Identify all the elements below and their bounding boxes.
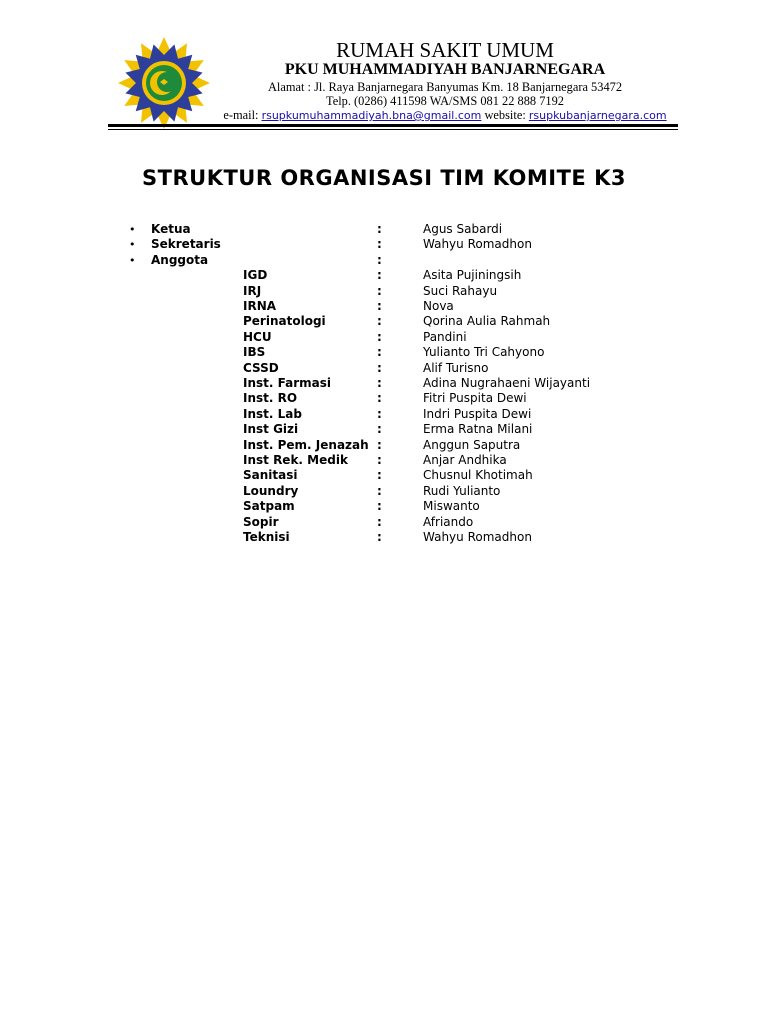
separator: :	[377, 468, 382, 483]
separator: :	[377, 283, 382, 298]
member-row	[0, 453, 768, 468]
document-title: STRUKTUR ORGANISASI TIM KOMITE K3	[142, 166, 626, 190]
role-label: HCU	[243, 329, 272, 344]
member-row	[0, 422, 768, 437]
website-label: website:	[484, 108, 526, 122]
person-name: Fitri Puspita Dewi	[423, 391, 527, 406]
role-row	[0, 222, 768, 237]
person-name: Anjar Andhika	[423, 453, 507, 467]
person-name: Asita Pujiningsih	[423, 268, 522, 283]
member-row	[0, 468, 768, 483]
member-row	[0, 330, 768, 345]
member-row	[0, 345, 768, 360]
member-row	[0, 299, 768, 314]
separator: :	[377, 329, 382, 344]
hospital-address: Alamat : Jl. Raya Banjarnegara Banyumas Km. 18 Banjarnegara 53472	[267, 80, 623, 94]
separator: :	[377, 406, 382, 421]
sun-emblem-icon	[116, 36, 212, 130]
separator: :	[377, 530, 382, 544]
separator: :	[377, 268, 382, 283]
role-label: Inst Gizi	[243, 422, 299, 437]
role-label: IRJ	[243, 283, 262, 298]
role-label: Teknisi	[243, 530, 290, 544]
bullet-icon: •	[129, 223, 136, 236]
person-name: Wahyu Romadhon	[423, 530, 532, 544]
role-label: IGD	[243, 268, 268, 283]
role-label: Loundry	[243, 483, 299, 498]
separator: :	[377, 422, 382, 437]
person-name: Nova	[423, 299, 454, 313]
contact-line	[210, 108, 680, 123]
role-label: Inst. RO	[243, 391, 298, 406]
member-row	[0, 515, 768, 530]
person-name: Qorina Aulia Rahmah	[423, 314, 551, 329]
person-name: Indri Puspita Dewi	[423, 406, 532, 421]
person-name: Anggun Saputra	[423, 437, 521, 452]
hospital-name: RUMAH SAKIT UMUM	[336, 38, 554, 62]
person-name: Wahyu Romadhon	[423, 237, 532, 252]
role-label: Inst. Pem. Jenazah	[243, 437, 369, 452]
separator: :	[377, 314, 382, 329]
role-label: Sekretaris	[151, 237, 221, 252]
email-label: e-mail:	[223, 108, 259, 122]
hospital-logo-icon	[116, 36, 212, 130]
person-name: Afriando	[423, 514, 474, 529]
member-row	[0, 484, 768, 499]
role-label: Sanitasi	[243, 468, 298, 483]
role-label: Satpam	[243, 499, 295, 514]
separator: :	[377, 514, 382, 529]
person-name: Agus Sabardi	[423, 222, 503, 236]
separator: :	[377, 360, 382, 375]
role-label: Perinatologi	[243, 314, 326, 329]
role-label: Ketua	[151, 222, 191, 236]
separator: :	[377, 237, 382, 252]
separator: :	[377, 499, 382, 514]
header-divider-thin	[108, 129, 678, 130]
person-name: Pandini	[423, 329, 467, 344]
separator: :	[377, 453, 382, 467]
role-label: IRNA	[243, 299, 277, 313]
separator: :	[377, 222, 382, 236]
person-name: Suci Rahayu	[423, 283, 498, 298]
bullet-icon: •	[129, 238, 136, 252]
separator: :	[377, 483, 382, 498]
role-label: Inst. Farmasi	[243, 376, 331, 390]
letterhead	[0, 0, 768, 130]
role-label: Anggota	[151, 252, 209, 267]
role-row	[0, 237, 768, 252]
person-name: Yulianto Tri Cahyono	[423, 345, 545, 360]
person-name: Chusnul Khotimah	[423, 468, 533, 483]
member-row	[0, 314, 768, 329]
hospital-phone: Telp. (0286) 411598 WA/SMS 081 22 888 7192	[326, 94, 564, 108]
person-name: Rudi Yulianto	[423, 483, 501, 498]
separator: :	[377, 252, 382, 267]
person-name: Erma Ratna Milani	[423, 422, 533, 437]
separator: :	[377, 437, 382, 452]
header-divider-thick	[108, 124, 678, 127]
website-link[interactable]: rsupkubanjarnegara.com	[528, 109, 667, 122]
email-link[interactable]: rsupkumuhammadiyah.bna@gmail.com	[261, 109, 482, 122]
member-row	[0, 391, 768, 406]
separator: :	[377, 299, 382, 313]
hospital-subname: PKU MUHAMMADIYAH BANJARNEGARA	[284, 61, 606, 78]
separator: :	[377, 376, 382, 390]
role-label: IBS	[243, 345, 266, 360]
role-label: CSSD	[243, 360, 279, 375]
person-name: Adina Nugrahaeni Wijayanti	[423, 376, 591, 390]
role-label: Sopir	[243, 514, 279, 529]
role-label: Inst. Lab	[243, 406, 302, 421]
member-row	[0, 407, 768, 422]
person-name: Alif Turisno	[423, 360, 489, 375]
role-label: Inst Rek. Medik	[243, 453, 348, 467]
member-row	[0, 268, 768, 283]
separator: :	[377, 345, 382, 360]
member-row	[0, 499, 768, 514]
member-row	[0, 284, 768, 299]
member-row	[0, 530, 768, 545]
role-row	[0, 253, 768, 268]
separator: :	[377, 391, 382, 406]
person-name: Miswanto	[423, 499, 480, 514]
member-row	[0, 376, 768, 391]
member-row	[0, 361, 768, 376]
member-row	[0, 438, 768, 453]
bullet-icon: •	[129, 253, 136, 267]
